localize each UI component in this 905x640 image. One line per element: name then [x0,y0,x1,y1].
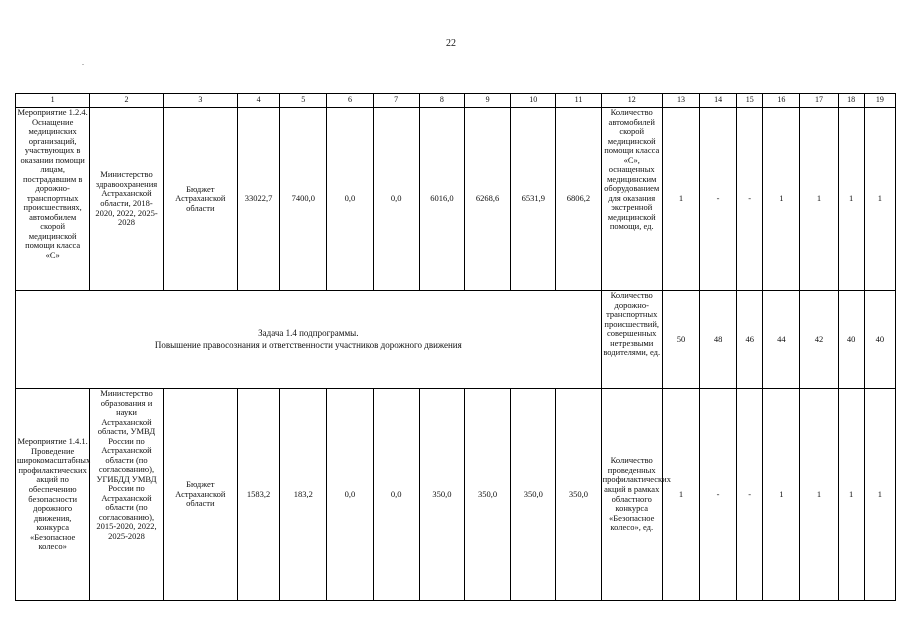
value-cell: 0,0 [373,389,419,601]
target-cell: 40 [864,291,895,389]
target-cell: - [737,108,763,291]
target-cell: 46 [737,291,763,389]
target-cell: 1 [838,108,864,291]
column-header: 7 [373,94,419,108]
target-cell: 50 [662,291,699,389]
event-cell: Мероприятие 1.4.1. Проведение широкомасштабных профилактических акций по обеспечению безопасности дорожного движения, конкурса «Безопасное колесо» [16,389,90,601]
header-row [16,94,896,108]
column-header: 4 [237,94,279,108]
column-header: 16 [763,94,800,108]
value-cell: 6016,0 [419,108,464,291]
executor-cell: Министерство здравоохранения Астраханской области, 2018-2020, 2022, 2025-2028 [90,108,163,291]
target-cell: 1 [864,108,895,291]
table-row [16,291,896,389]
target-cell: 1 [763,108,800,291]
target-cell: 1 [662,389,699,601]
event-cell: Мероприятие 1.2.4. Оснащение медицинских организаций, участвующих в оказании помощи лицам, пострадавшим в дорожно-транспортных происшествиях, автомобилем скорой медицинской помощи класса «С» [16,108,90,291]
column-header: 1 [16,94,90,108]
target-cell: 1 [763,389,800,601]
target-cell: 1 [800,389,838,601]
value-cell: 0,0 [327,108,373,291]
funding-source-cell: Бюджет Астраханской области [163,389,237,601]
target-cell: - [700,389,737,601]
stray-mark: . [82,58,84,67]
target-cell: - [737,389,763,601]
value-cell: 7400,0 [280,108,327,291]
column-header: 14 [700,94,737,108]
target-cell: 42 [800,291,838,389]
column-header: 15 [737,94,763,108]
value-cell: 350,0 [464,389,510,601]
column-header: 9 [464,94,510,108]
target-cell: - [700,108,737,291]
column-header: 11 [556,94,601,108]
value-cell: 33022,7 [237,108,279,291]
executor-cell: Министерство образования и науки Астраханской области, УМВД России по Астраханской области (по согласованию), УГИБДД УМВД России по Астраханской области (по согласованию), 2015-2020, 2022, 2025-2028 [90,389,163,601]
table-row [16,389,896,601]
column-header: 10 [511,94,556,108]
value-cell: 0,0 [327,389,373,601]
column-header: 6 [327,94,373,108]
value-cell: 0,0 [373,108,419,291]
value-cell: 183,2 [280,389,327,601]
value-cell: 6806,2 [556,108,601,291]
value-cell: 350,0 [556,389,601,601]
column-header: 3 [163,94,237,108]
indicator-cell: Количество дорожно-транспортных происшествий, совершенных нетрезвыми водителями, ед. [601,291,662,389]
table-row [16,108,896,291]
value-cell: 1583,2 [237,389,279,601]
column-header: 13 [662,94,699,108]
program-table [15,93,896,601]
column-header: 12 [601,94,662,108]
funding-source-cell: Бюджет Астраханской области [163,108,237,291]
value-cell: 6268,6 [464,108,510,291]
value-cell: 350,0 [511,389,556,601]
target-cell: 1 [864,389,895,601]
target-cell: 40 [838,291,864,389]
target-cell: 44 [763,291,800,389]
column-header: 5 [280,94,327,108]
target-cell: 48 [700,291,737,389]
column-header: 19 [864,94,895,108]
target-cell: 1 [800,108,838,291]
task-title: Задача 1.4 подпрограммы. [258,328,359,339]
indicator-cell: Количество автомобилей скорой медицинской помощи класса «С», оснащенных медицинским оборудованием для оказания экстренной медицинской помощи, ед. [601,108,662,291]
value-cell: 350,0 [419,389,464,601]
task-description: Повышение правосознания и ответственности участников дорожного движения [154,339,462,350]
column-header: 17 [800,94,838,108]
column-header: 18 [838,94,864,108]
value-cell: 6531,9 [511,108,556,291]
indicator-cell: Количество проведенных профилактических акций в рамках областного конкурса «Безопасное колесо», ед. [601,389,662,601]
target-cell: 1 [838,389,864,601]
column-header: 8 [419,94,464,108]
task-cell [16,291,602,389]
target-cell: 1 [662,108,699,291]
column-header: 2 [90,94,163,108]
page-number: 22 [446,38,456,49]
